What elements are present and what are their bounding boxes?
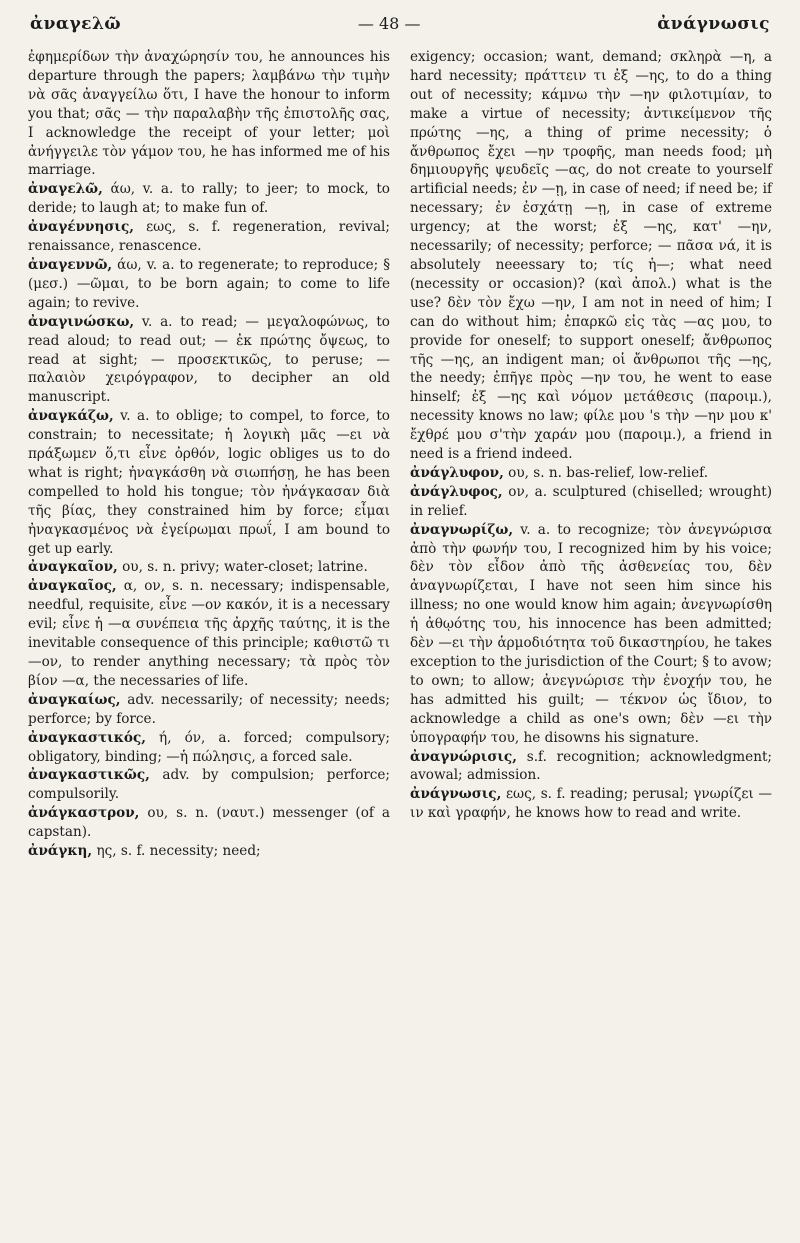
dictionary-entry — [28, 842, 390, 861]
entry-definition: adv. necessarily; of necessity; needs; perforce; by force. — [28, 691, 390, 727]
entry-headword: ἀναγκαῖον, — [28, 559, 118, 576]
entry-headword: ἀναγέννησις, — [28, 219, 134, 236]
right-running-head: ἀνάγνωσις — [657, 14, 770, 34]
entry-headword: ἀναγκάζω, — [28, 408, 114, 425]
entry-headword: ἀναγινώσκω, — [28, 313, 135, 330]
entry-definition: ου, s. n. bas-relief, low-relief. — [503, 464, 709, 481]
entry-headword: ἀνάγκαστρον, — [28, 805, 140, 822]
dictionary-entry — [28, 729, 390, 767]
entry-definition: s.f. recognition; acknowledgment; avowal; admission. — [410, 748, 772, 784]
dictionary-entry — [28, 804, 390, 842]
dictionary-entry — [28, 691, 390, 729]
dictionary-entry — [410, 748, 772, 786]
dictionary-entry — [28, 558, 390, 577]
entry-headword: ἀναγκαστικός, — [28, 729, 146, 746]
entry-definition: ου, s. n. (ναυτ.) messenger (of a capstan). — [28, 805, 390, 841]
dictionary-entry — [410, 483, 772, 521]
dictionary-entry — [410, 48, 772, 464]
entry-headword: ἀναγεννῶ, — [28, 256, 113, 273]
dictionary-entry — [28, 313, 390, 408]
dictionary-entry — [28, 407, 390, 558]
entry-definition: άω, v. a. to regenerate; to reproduce; § (μεσ.) —ῶμαι, to be born again; to come to life again; to revive. — [28, 256, 390, 311]
entry-definition: α, ον, s. n. necessary; indispensable, needful, requisite, εἶνε —ον κακόν, it is a necessary evil; εἶνε ἡ —α συνέπεια τῆς ἀρχῆς ταύτης, it is the inevitable consequence of this principle; καθιστῶ τι —ον, to render anything necessary; τὰ πρὸς τὸν βίον —α, the necessaries of life. — [28, 578, 390, 689]
dictionary-entry — [28, 180, 390, 218]
entry-definition: ου, s. n. privy; water-closet; latrine. — [117, 559, 368, 576]
entry-definition: άω, v. a. to rally; to jeer; to mock, to deride; to laugh at; to make fun of. — [28, 181, 390, 217]
dictionary-entry — [28, 766, 390, 804]
entry-definition: v. a. to read; — μεγαλοφώνως, to read aloud; to read out; — ἐκ πρώτης ὄψεως, to read at sight; — προσεκτικῶς, to peruse; — παλαιὸν χειρόγραφον, to decipher an old manuscript. — [28, 313, 390, 406]
dictionary-entry — [410, 464, 772, 483]
entry-headword: ἀναγκαίως, — [28, 691, 121, 708]
entry-definition: ον, a. sculptured (chiselled; wrought) in relief. — [410, 483, 772, 519]
entry-headword: ἀναγκαστικῶς, — [28, 767, 150, 784]
entry-headword: ἀνάγνωσις, — [410, 786, 502, 803]
dictionary-entry — [410, 785, 772, 823]
entry-definition: ή, όν, a. forced; compulsory; obligatory, binding; —ἡ πώλησις, a forced sale. — [28, 729, 390, 765]
dictionary-entry — [410, 521, 772, 748]
entry-headword: ἀνάγλυφον, — [410, 464, 504, 481]
entry-definition: εως, s. f. regeneration, revival; renaissance, renascence. — [28, 219, 390, 255]
entry-definition: v. a. to oblige; to compel, to force, to constrain; to necessitate; ἡ λογικὴ μᾶς —ει νὰ πράξωμεν ὅ,τι εἶνε ὀρθόν, logic obliges us to do what is right; ἠναγκάσθη νὰ σιωπήσῃ, he has been compelled to hold his tongue; τὸν ἠνάγκασαν διὰ τῆς βίας, they constrained him by force; εἶμαι ἠναγκασμένος νὰ ἐγείρωμαι πρωΐ, I am bound to get up early. — [28, 408, 390, 557]
entry-headword: ἀναγνώρισις, — [410, 748, 517, 765]
page-header — [30, 14, 770, 40]
right-column — [410, 48, 772, 823]
page-number: — 48 — — [357, 14, 421, 33]
entry-headword: ἀναγνωρίζω, — [410, 521, 514, 538]
entry-definition: ἐφημερίδων τὴν ἀναχώρησίν του, he announces his departure through the papers; λαμβάνω τὴν τιμὴν νὰ σᾶς ἀναγγείλω ὅτι, I have the honour to inform you that; σᾶς — τὴν παραλαβὴν τῆς ἐπιστολῆς σας, I acknowledge the receipt of your letter; μοὶ ἀνήγγειλε τὸν γάμον του, he has informed me of his marriage. — [28, 49, 390, 179]
entry-definition: adv. by compulsion; perforce; compulsorily. — [28, 767, 390, 803]
entry-headword: ἀναγελῶ, — [28, 181, 103, 198]
entry-definition: exigency; occasion; want, demand; σκληρὰ —η, a hard necessity; πράττειν τι ἐξ —ης, to do a thing out of necessity; κάμνω τὴν —ην φιλοτιμίαν, to make a virtue of necessity; ἀντικείμενον τῆς πρώτης —ης, a thing of prime necessity; ὁ ἄνθρωπος ἔχει —ην τροφῆς, man needs food; μὴ δημιουργῆς ψευδεῖς —ας, do not create to yourself artificial needs; ἐν —ῃ, in case of need; if need be; if necessary; ἐν ἐσχάτῃ —ῃ, in case of extreme urgency; at the worst; ἐξ —ης, κατ' —ην, necessarily; of necessity; perforce; — πᾶσα νά, it is absolutely neeessary to; τίς ἡ—; what need (necessity or occasion)? (καὶ ἀπολ.) what is the use? δὲν τὸν ἔχω —ην, I am not in need of him; I can do without him; ἐπαρκῶ εἰς τὰς —ας μου, to provide for oneself; to support oneself; ἄνθρωπος τῆς —ης, an indigent man; οἱ ἄνθρωποι τῆς —ης, the needy; ἐπῆγε πρὸς —ην του, he went to ease hinself; ἐξ —ης καὶ νόμον μετάθεσις (παροιμ.), necessity knows no law; φίλε μου 's τὴν —ην μου κ' ἔχθρέ μου σ'τὴν χαράν μου (παροιμ.), a friend in need is a friend indeed. — [410, 49, 772, 463]
entry-definition: v. a. to recognize; τὸν ἀνεγνώρισα ἀπὸ τὴν φωνήν του, I recognized him by his voice; δὲν τὸν εἶδον ἀπὸ τῆς ἀσθενείας του, δὲν ἀναγνωρίζεται, I have not seen him since his illness; no one would know him again; ἀνεγνωρίσθη ἡ ἀθῳότης του, his innocence has been admitted; δὲν —ει τὴν ἁρμοδιότητα τοῦ δικαστηρίου, he takes exception to the jurisdiction of the Court; § to avow; to own; to allow; ἀνεγνώρισε τὴν ἐνοχήν του, he has admitted his guilt; — τέκνον ὡς ἴδιον, to acknowledge a child as one's own; δὲν —ει τὴν ὑπογραφήν του, he disowns his signature. — [410, 521, 772, 746]
dictionary-entry — [28, 218, 390, 256]
entry-definition: ης, s. f. necessity; need; — [92, 843, 261, 860]
left-column — [28, 48, 390, 861]
left-running-head: ἀναγελῶ — [30, 14, 122, 34]
entry-headword: ἀνάγλυφος, — [410, 483, 503, 500]
dictionary-entry — [28, 48, 390, 180]
dictionary-entry — [28, 577, 390, 690]
dictionary-entry — [28, 256, 390, 313]
entry-headword: ἀνάγκη, — [28, 843, 93, 860]
entry-definition: εως, s. f. reading; perusal; γνωρίζει —ιν καὶ γραφήν, he knows how to read and write. — [410, 786, 772, 822]
entry-headword: ἀναγκαῖος, — [28, 578, 117, 595]
